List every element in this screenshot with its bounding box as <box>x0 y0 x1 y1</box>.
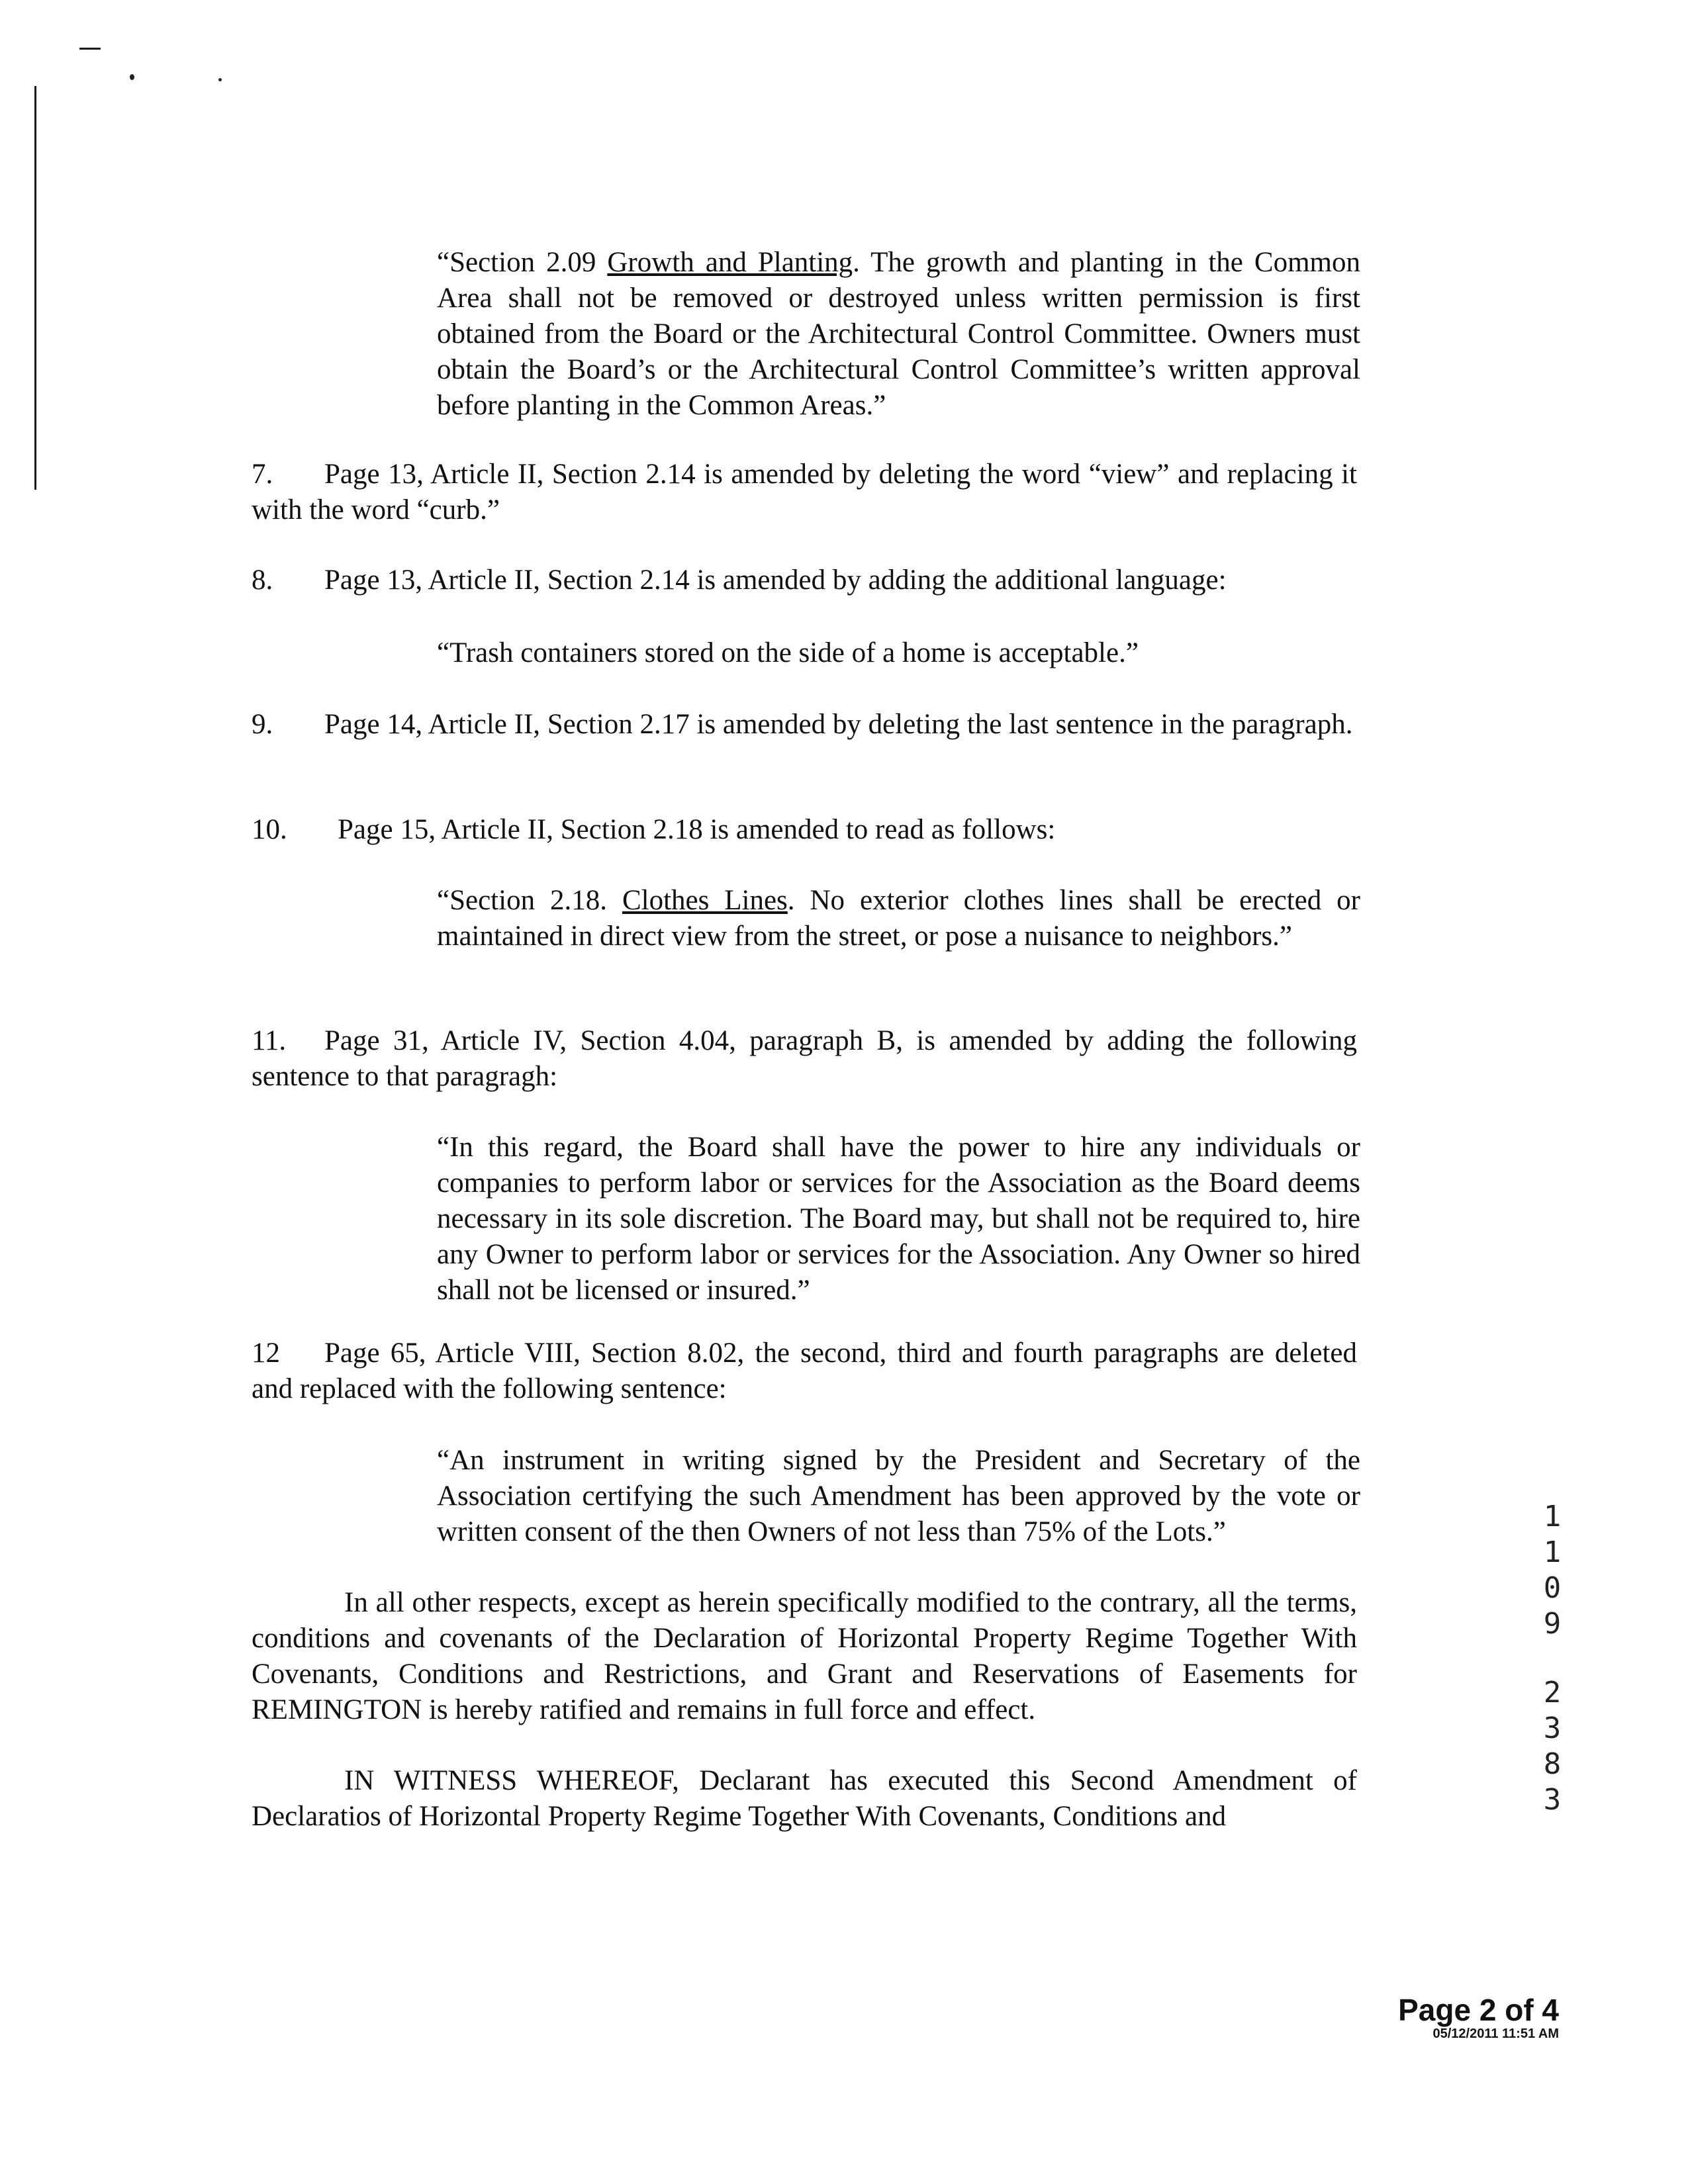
amendment-item-7: 7. Page 13, Article II, Section 2.14 is amended by deleting the word “view” and replacing it with the word “curb.” <box>252 459 1357 525</box>
amendment-item-8: 8. Page 13, Article II, Section 2.14 is amended by adding the additional language: <box>252 565 1227 596</box>
amendment-item-12: 12 Page 65, Article VIII, Section 8.02, the second, third and fourth paragraphs are deleted and replaced with the following sentence: <box>252 1338 1357 1404</box>
amendment-item-11: 11. Page 31, Article IV, Section 4.04, paragraph B, is amended by adding the following sentence to that paragragh: <box>252 1025 1357 1092</box>
scan-mark-top <box>79 48 101 50</box>
item-8-quote: “Trash containers stored on the side of a home is acceptable.” <box>437 637 1139 668</box>
scan-speck <box>130 74 134 80</box>
item-12-quote: “An instrument in writing signed by the President and Secretary of the Association certifying the such Amendment has been approved by the vote or written consent of the then Owners of not less than 75% of the Lots.” <box>437 1445 1360 1547</box>
amendment-item-10: 10. Page 15, Article II, Section 2.18 is amended to read as follows: <box>252 814 1056 845</box>
recording-number-stamp: 1 1 0 9 2 3 8 3 <box>1543 1500 1562 1817</box>
page-number: Page 2 of 4 <box>1398 1993 1559 2027</box>
witness-paragraph: IN WITNESS WHEREOF, Declarant has executed this Second Amendment of Declaratios of Horizontal Property Regime Together With Covenants, Conditions and <box>252 1765 1357 1832</box>
scan-margin-line <box>34 86 36 490</box>
scan-speck <box>218 78 222 81</box>
ratification-paragraph: In all other respects, except as herein specifically modified to the contrary, all the terms, conditions and covenants of the Declaration of Horizontal Property Regime Together With Covenants, Conditions and Restrictions, and Grant and Reservations of Easements for REMINGTON is hereby ratified and remains in full force and effect. <box>252 1587 1357 1725</box>
amendment-item-9: 9. Page 14, Article II, Section 2.17 is amended by deleting the last sentence in the paragraph. <box>252 709 1353 740</box>
section-2-09-title: Growth and Planting <box>607 247 853 278</box>
section-2-18-title: Clothes Lines <box>622 885 788 916</box>
item-11-quote: “In this regard, the Board shall have the power to hire any individuals or companies to perform labor or services for the Association as the Board deems necessary in its sole discretion. The Board may, but shall not be required to, hire any Owner to perform labor or services for the Association. Any Owner so hired shall not be licensed or insured.” <box>437 1132 1360 1306</box>
fax-timestamp: 05/12/2011 11:51 AM <box>1432 2026 1559 2041</box>
section-2-09-quote: “Section 2.09 Growth and Planting. The growth and planting in the Common Area shall not be removed or destroyed unless written permission is first obtained from the Board or the Architectural Control Committee. Owners must obtain the Board’s or the Architectural Control Committee’s written approval before planting in the Common Areas.” <box>437 247 1360 421</box>
section-2-18-quote: “Section 2.18. Clothes Lines. No exterior clothes lines shall be erected or maintained in direct view from the street, or pose a nuisance to neighbors.” <box>437 885 1360 952</box>
